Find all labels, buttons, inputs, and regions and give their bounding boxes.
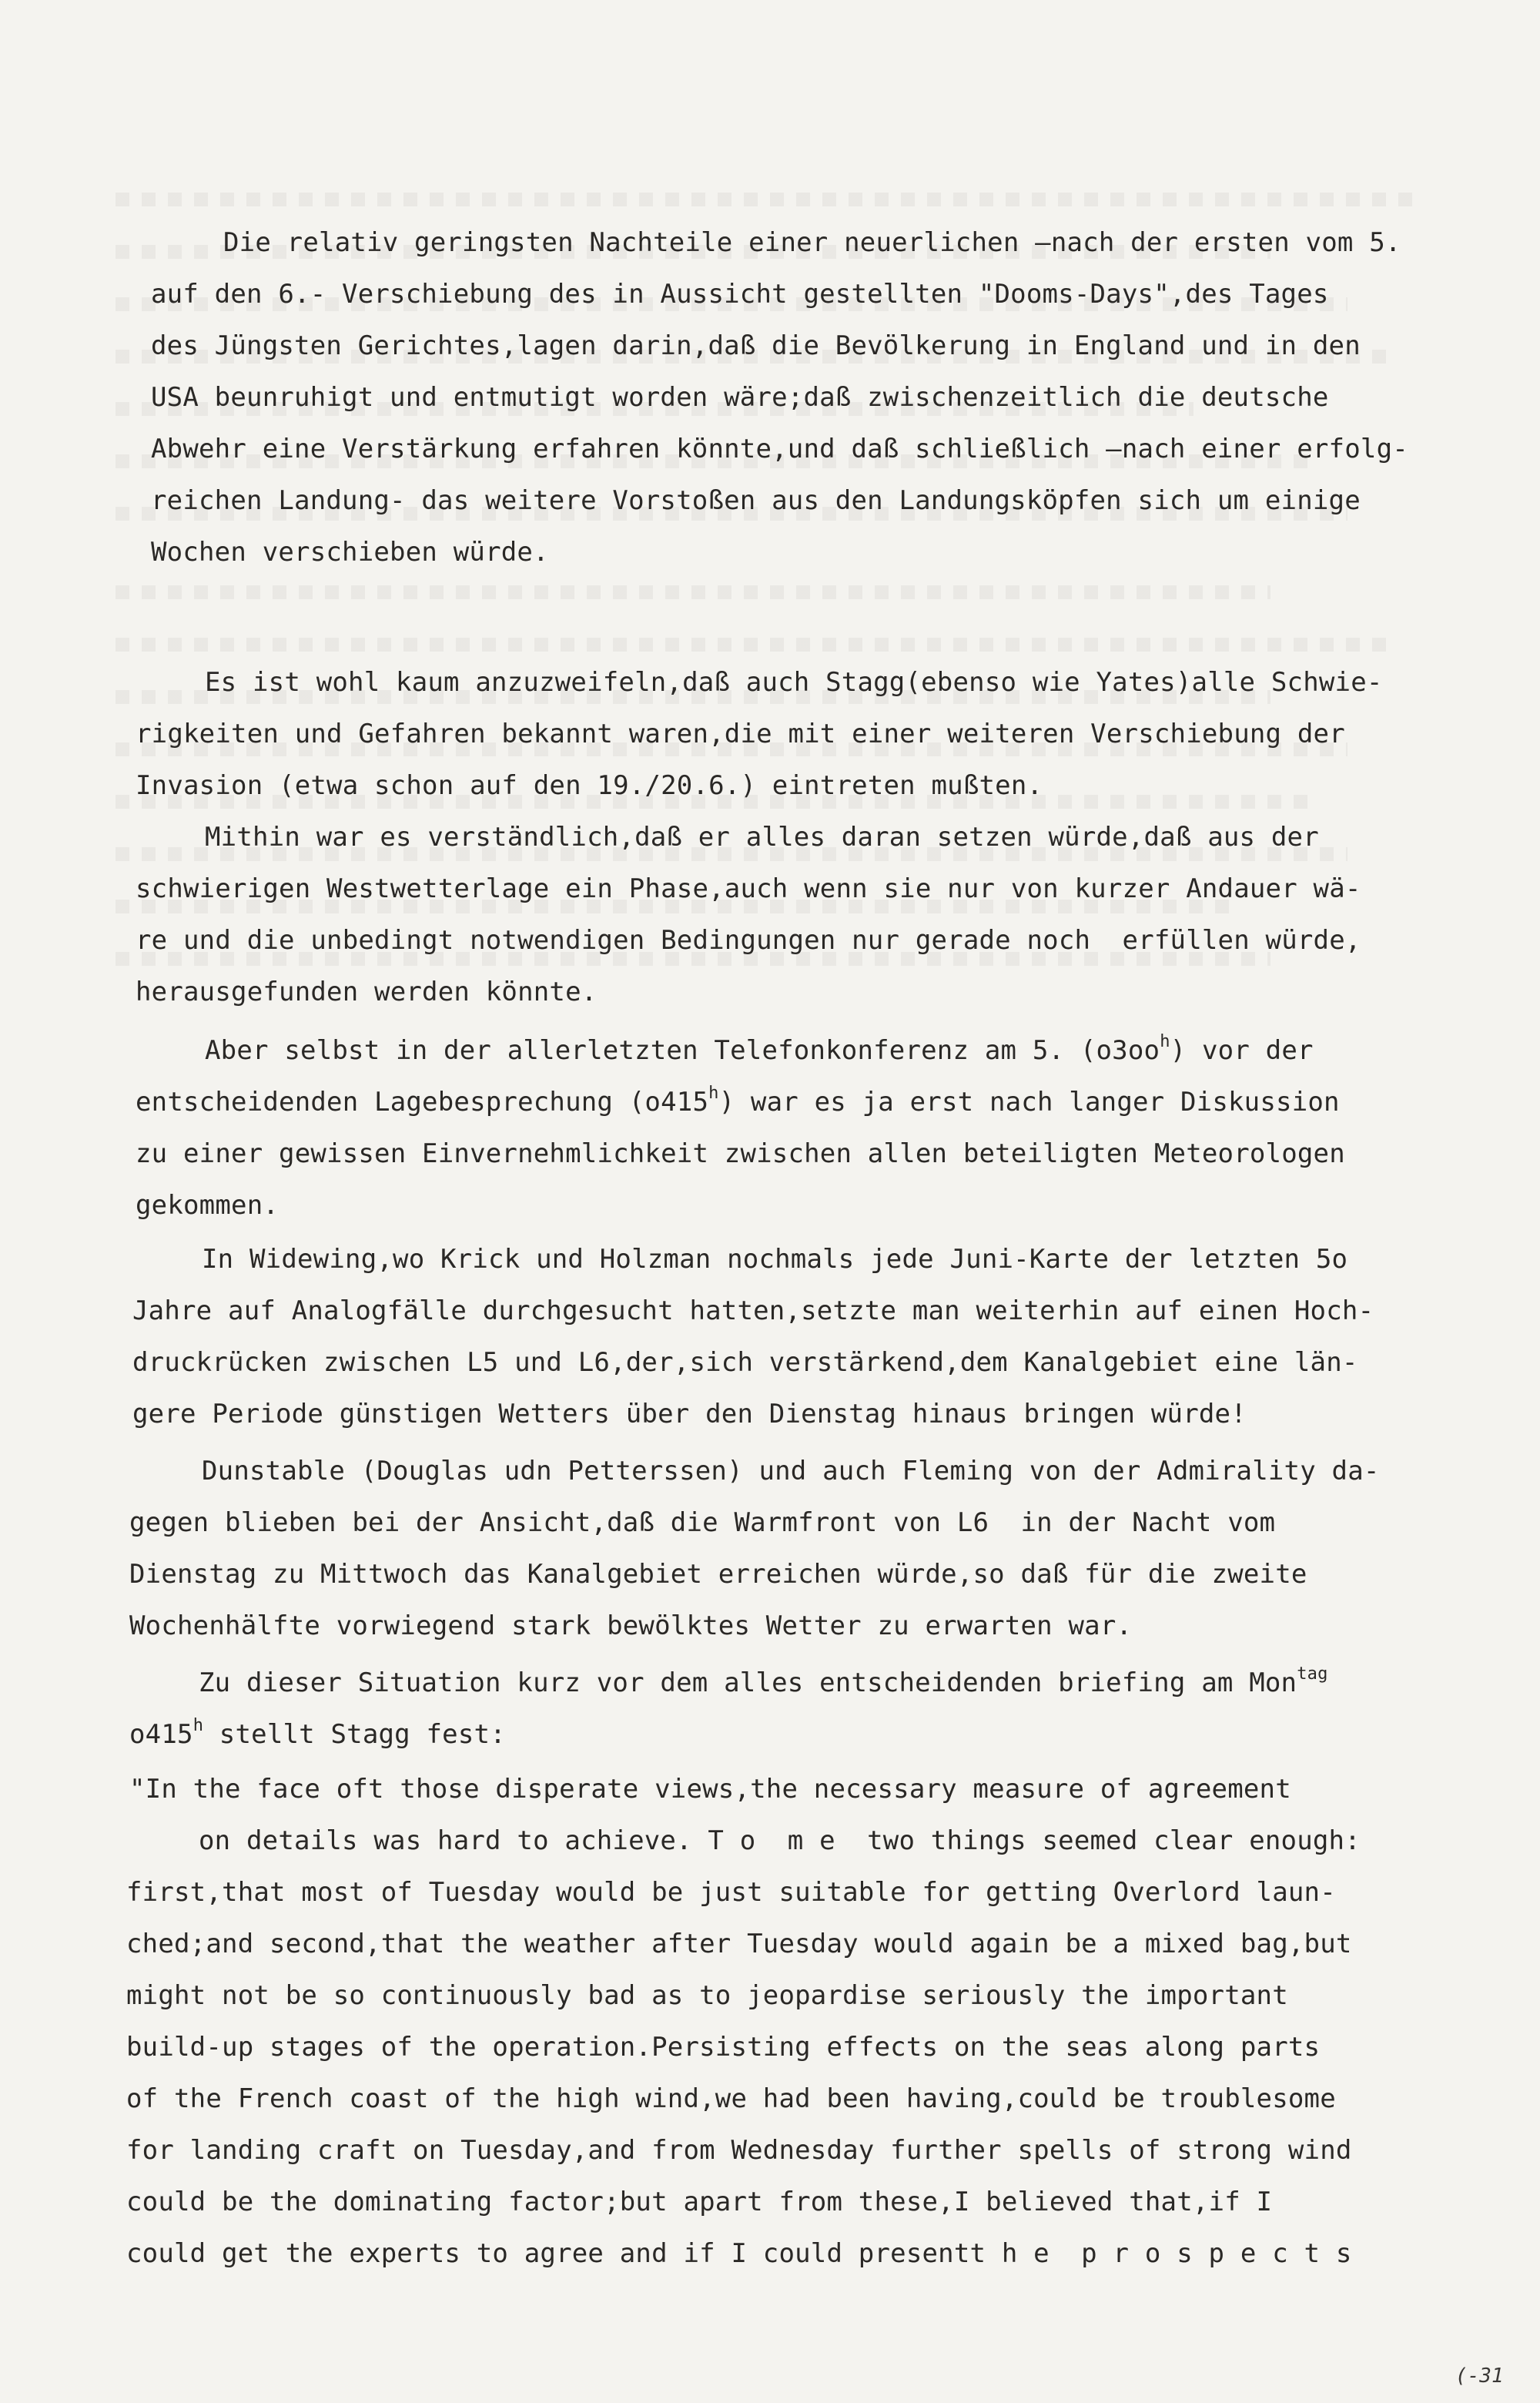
text-segment: o415 (129, 1719, 193, 1750)
text-line: for landing craft on Tuesday,and from Wednesday further spells of strong wind (126, 2135, 1352, 2166)
text-line: druckrücken zwischen L5 und L6,der,sich verstärkend,dem Kanalgebiet eine län- (132, 1347, 1358, 1378)
text-line (199, 1664, 1328, 1702)
page-number: (-31 (1455, 2364, 1504, 2388)
text-segment: stellt Stagg fest: (203, 1719, 506, 1750)
text-line: Dienstag zu Mittwoch das Kanalgebiet erreichen würde,so daß für die zweite (129, 1559, 1307, 1590)
text-line: In Widewing,wo Krick und Holzman nochmals jede Juni-Karte der letzten 5o (202, 1244, 1348, 1275)
text-line: Wochenhälfte vorwiegend stark bewölktes Wetter zu erwarten war. (129, 1610, 1133, 1641)
text-line: Die relativ geringsten Nachteile einer neuerlichen —nach der ersten vom 5. (223, 227, 1401, 258)
text-line: build-up stages of the operation.Persisting effects on the seas along parts (126, 2032, 1321, 2063)
text-line: on details was hard to achieve. T o m e two things seemed clear enough: (199, 1825, 1361, 1856)
text-line: Dunstable (Douglas udn Petterssen) und auch Fleming von der Admirality da- (202, 1456, 1380, 1486)
text-segment: Zu dieser Situation kurz vor dem alles entscheidenden briefing am Mon (199, 1667, 1297, 1698)
text-line: might not be so continuously bad as to jeopardise seriously the important (126, 1980, 1288, 2011)
text-line: herausgefunden werden könnte. (136, 977, 598, 1007)
text-segment: ) war es ja erst nach langer Diskussion (718, 1087, 1340, 1118)
text-line: USA beunruhigt und entmutigt worden wäre;daß zwischenzeitlich die deutsche (151, 382, 1329, 413)
text-line (205, 1032, 1314, 1070)
text-line: Jahre auf Analogfälle durchgesucht hatten,setzte man weiterhin auf einen Hoch- (132, 1295, 1374, 1326)
text-line (129, 1716, 506, 1754)
text-line: gegen blieben bei der Ansicht,daß die Warmfront von L6 in der Nacht vom (129, 1507, 1276, 1538)
text-line: reichen Landung- das weitere Vorstoßen aus den Landungsköpfen sich um einige (151, 485, 1361, 516)
text-line: ched;and second,that the weather after Tuesday would again be a mixed bag,but (126, 1929, 1352, 1959)
text-line: could be the dominating factor;but apart from these,I believed that,if I (126, 2187, 1273, 2217)
text-line: auf den 6.- Verschiebung des in Aussicht gestellten "Dooms-Days",des Tages (151, 279, 1329, 310)
text-line (136, 1084, 1340, 1121)
text-line: schwierigen Westwetterlage ein Phase,auch wenn sie nur von kurzer Andauer wä- (136, 873, 1361, 904)
text-line: Wochen verschieben würde. (151, 537, 549, 568)
text-line: first,that most of Tuesday would be just suitable for getting Overlord laun- (126, 1877, 1336, 1908)
text-line: could get the experts to agree and if I could presentt h e p r o s p e c t s (126, 2238, 1352, 2269)
text-line: Abwehr eine Verstärkung erfahren könnte,und daß schließlich —nach einer erfolg- (151, 434, 1408, 464)
superscript: h (192, 1716, 204, 1735)
superscript: tag (1297, 1664, 1328, 1684)
text-line: rigkeiten und Gefahren bekannt waren,die mit einer weiteren Verschiebung der (136, 719, 1345, 749)
text-segment: Aber selbst in der allerletzten Telefonkonferenz am 5. (o3oo (205, 1035, 1160, 1066)
text-line: Invasion (etwa schon auf den 19./20.6.) eintreten mußten. (136, 770, 1043, 801)
text-segment: ) vor der (1170, 1035, 1314, 1066)
text-line: gekommen. (136, 1190, 280, 1221)
superscript: h (708, 1084, 719, 1103)
text-line: des Jüngsten Gerichtes,lagen darin,daß die Bevölkerung in England und in den (151, 330, 1361, 361)
text-line: zu einer gewissen Einvernehmlichkeit zwischen allen beteiligten Meteorologen (136, 1138, 1345, 1169)
text-line: re und die unbedingt notwendigen Bedingungen nur gerade noch erfüllen würde, (136, 925, 1361, 956)
text-line: of the French coast of the high wind,we had been having,could be troublesome (126, 2083, 1336, 2114)
text-line: Es ist wohl kaum anzuzweifeln,daß auch Stagg(ebenso wie Yates)alle Schwie- (205, 667, 1383, 698)
superscript: h (1160, 1032, 1170, 1051)
text-line: gere Periode günstigen Wetters über den Dienstag hinaus bringen würde! (132, 1399, 1247, 1429)
text-line: "In the face oft those disperate views,the necessary measure of agreement (129, 1774, 1291, 1805)
text-line: Mithin war es verständlich,daß er alles daran setzen würde,daß aus der (205, 822, 1319, 853)
text-segment: entscheidenden Lagebesprechung (o415 (136, 1087, 709, 1118)
